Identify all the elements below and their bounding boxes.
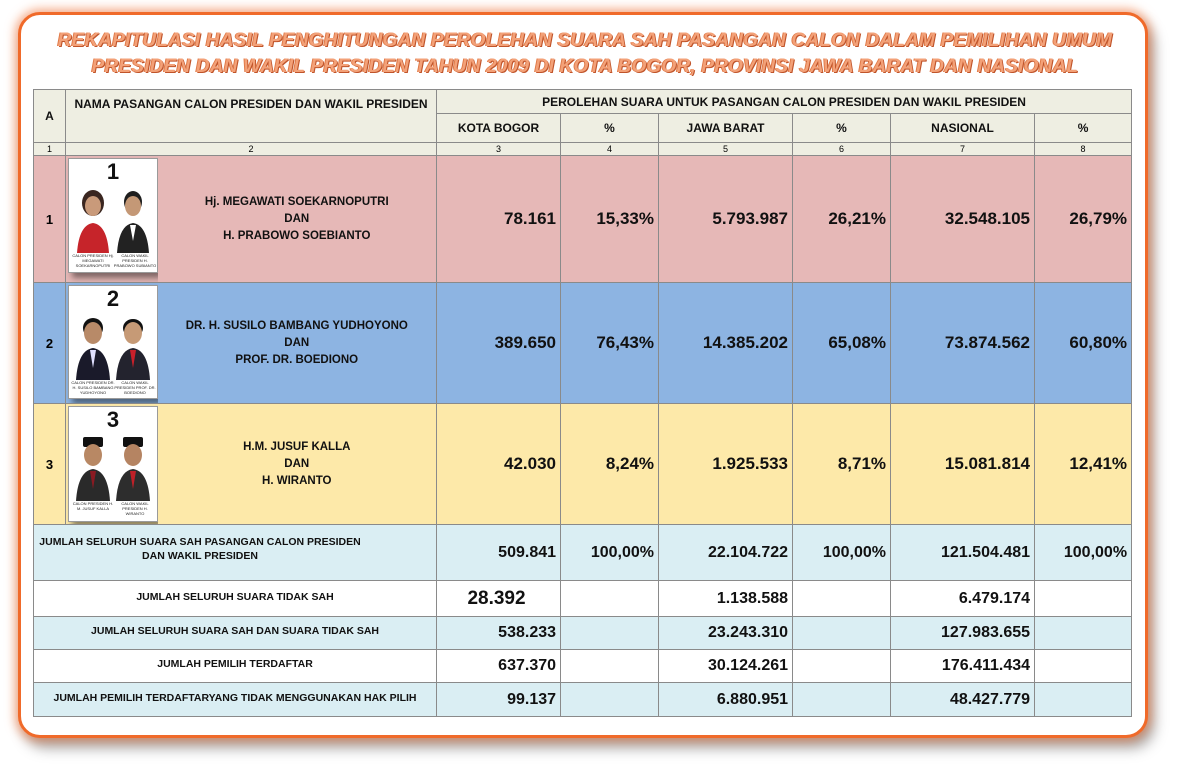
nasional-percent: 12,41% (1035, 404, 1132, 525)
nasional-percent: 26,79% (1035, 156, 1132, 283)
kota-votes: 637.370 (437, 650, 561, 683)
kota-votes: 99.137 (437, 683, 561, 717)
jabar-percent (793, 617, 891, 650)
colnum-5: 5 (659, 143, 793, 156)
header-vote-group: PEROLEHAN SUARA UNTUK PASANGAN CALON PRESIDEN DAN WAKIL PRESIDEN (437, 90, 1132, 114)
candidate-photo-cell (66, 404, 158, 525)
nasional-percent (1035, 650, 1132, 683)
caption-vice-president: CALON WAKIL PRESIDEN H. WIRANTO (121, 501, 149, 516)
dan-label: DAN (284, 457, 310, 470)
candidate-number: 2 (34, 283, 66, 404)
nasional-votes: 15.081.814 (891, 404, 1035, 525)
dan-label: DAN (284, 212, 310, 225)
vice-president-name: PROF. DR. BOEDIONO (235, 353, 359, 366)
nasional-percent: 100,00% (1035, 525, 1132, 581)
candidate-portraits-icon (73, 185, 153, 253)
summary-row-invalid (34, 581, 1132, 617)
summary-row-registered (34, 650, 1132, 683)
ballot-number: 2 (106, 286, 120, 311)
vice-president-name: H. PRABOWO SOEBIANTO (223, 229, 371, 242)
caption-vice-president: CALON WAKIL PRESIDEN H. PRABOWO SUBIANTO (113, 253, 157, 268)
nasional-votes: 121.504.481 (891, 525, 1035, 581)
kota-percent (561, 683, 659, 717)
title-line-1: REKAPITULASI HASIL PENGHITUNGAN PEROLEHAN SUARA SAH PASANGAN CALON DALAM PEMILIHAN UMUM (57, 30, 1113, 51)
jabar-percent (793, 683, 891, 717)
candidate-row-1 (34, 156, 1132, 283)
jabar-percent: 8,71% (793, 404, 891, 525)
summary-row-non-voters (34, 683, 1132, 717)
kota-percent (561, 617, 659, 650)
nasional-percent (1035, 683, 1132, 717)
kota-percent: 100,00% (561, 525, 659, 581)
nasional-percent (1035, 581, 1132, 617)
kota-votes: 28.392 (437, 581, 561, 617)
colnum-1: 1 (34, 143, 66, 156)
nasional-votes: 73.874.562 (891, 283, 1035, 404)
kota-percent: 8,24% (561, 404, 659, 525)
ballot-number: 3 (106, 407, 120, 432)
colnum-7: 7 (891, 143, 1035, 156)
jabar-votes: 6.880.951 (659, 683, 793, 717)
summary-label: JUMLAH PEMILIH TERDAFTARYANG TIDAK MENGGUNAKAN HAK PILIH (34, 683, 437, 717)
summary-label: JUMLAH SELURUH SUARA SAH PASANGAN CALON PRESIDEN DAN WAKIL PRESIDEN (34, 525, 437, 581)
header-pct-kota: % (561, 114, 659, 143)
header-jawa-barat: JAWA BARAT (659, 114, 793, 143)
nasional-votes: 176.411.434 (891, 650, 1035, 683)
jabar-votes: 14.385.202 (659, 283, 793, 404)
caption-president: CALON PRESIDEN DR. H. SUSILO BAMBANG YUDHOYONO (71, 380, 115, 395)
candidate-names (158, 283, 437, 404)
report-title (30, 28, 1140, 80)
title-line-2: PRESIDEN DAN WAKIL PRESIDEN TAHUN 2009 DI KOTA BOGOR, PROVINSI JAWA BARAT DAN NASIONAL (91, 56, 1079, 77)
kota-votes: 509.841 (437, 525, 561, 581)
caption-president: CALON PRESIDEN Hj. MEGAWATI SOEKARNOPUTRI (72, 253, 114, 268)
summary-row-valid-and-invalid (34, 617, 1132, 650)
header-candidate-name: NAMA PASANGAN CALON PRESIDEN DAN WAKIL PRESIDEN (66, 90, 437, 143)
summary-label: JUMLAH SELURUH SUARA SAH DAN SUARA TIDAK SAH (34, 617, 437, 650)
jabar-votes: 30.124.261 (659, 650, 793, 683)
vice-president-name: H. WIRANTO (262, 474, 332, 487)
jabar-votes: 22.104.722 (659, 525, 793, 581)
colnum-8: 8 (1035, 143, 1132, 156)
header-nasional: NASIONAL (891, 114, 1035, 143)
header-kota-bogor: KOTA BOGOR (437, 114, 561, 143)
kota-votes: 78.161 (437, 156, 561, 283)
nasional-votes: 127.983.655 (891, 617, 1035, 650)
colnum-2: 2 (66, 143, 437, 156)
jabar-percent: 26,21% (793, 156, 891, 283)
president-name: Hj. MEGAWATI SOEKARNOPUTRI (204, 195, 389, 208)
candidate-row-2 (34, 283, 1132, 404)
jabar-votes: 1.925.533 (659, 404, 793, 525)
kota-percent (561, 650, 659, 683)
results-table (33, 89, 1132, 717)
candidate-photo-cell (66, 283, 158, 404)
kota-votes: 389.650 (437, 283, 561, 404)
candidate-number: 1 (34, 156, 66, 283)
candidate-photo (68, 158, 158, 273)
candidate-photo (68, 285, 158, 399)
kota-percent: 76,43% (561, 283, 659, 404)
kota-percent: 15,33% (561, 156, 659, 283)
nasional-percent (1035, 617, 1132, 650)
header-pct-nasional: % (1035, 114, 1132, 143)
jabar-percent (793, 650, 891, 683)
summary-label: JUMLAH SELURUH SUARA TIDAK SAH (34, 581, 437, 617)
nasional-votes: 32.548.105 (891, 156, 1035, 283)
ballot-number: 1 (106, 159, 120, 184)
summary-row-total-valid (34, 525, 1132, 581)
candidate-names (158, 404, 437, 525)
candidate-portraits-icon (73, 312, 153, 380)
candidate-portraits-icon (73, 433, 153, 501)
jabar-votes: 1.138.588 (659, 581, 793, 617)
colnum-3: 3 (437, 143, 561, 156)
caption-president: CALON PRESIDEN H. M. JUSUF KALLA (72, 501, 114, 511)
nasional-votes: 48.427.779 (891, 683, 1035, 717)
jabar-percent (793, 581, 891, 617)
kota-votes: 42.030 (437, 404, 561, 525)
caption-vice-president: CALON WAKIL PRESIDEN PROF. DR. BOEDIONO (114, 380, 156, 395)
colnum-6: 6 (793, 143, 891, 156)
candidate-photo (68, 406, 158, 522)
candidate-number: 3 (34, 404, 66, 525)
colnum-4: 4 (561, 143, 659, 156)
header-col-a: A (34, 90, 66, 143)
jabar-percent: 100,00% (793, 525, 891, 581)
candidate-photo-cell (66, 156, 158, 283)
jabar-votes: 23.243.310 (659, 617, 793, 650)
dan-label: DAN (284, 336, 310, 349)
kota-percent (561, 581, 659, 617)
president-name: H.M. JUSUF KALLA (243, 440, 351, 453)
president-name: DR. H. SUSILO BAMBANG YUDHOYONO (185, 319, 408, 332)
nasional-votes: 6.479.174 (891, 581, 1035, 617)
candidate-names (158, 156, 437, 283)
jabar-votes: 5.793.987 (659, 156, 793, 283)
nasional-percent: 60,80% (1035, 283, 1132, 404)
header-pct-jabar: % (793, 114, 891, 143)
kota-votes: 538.233 (437, 617, 561, 650)
jabar-percent: 65,08% (793, 283, 891, 404)
summary-label: JUMLAH PEMILIH TERDAFTAR (34, 650, 437, 683)
candidate-row-3 (34, 404, 1132, 525)
